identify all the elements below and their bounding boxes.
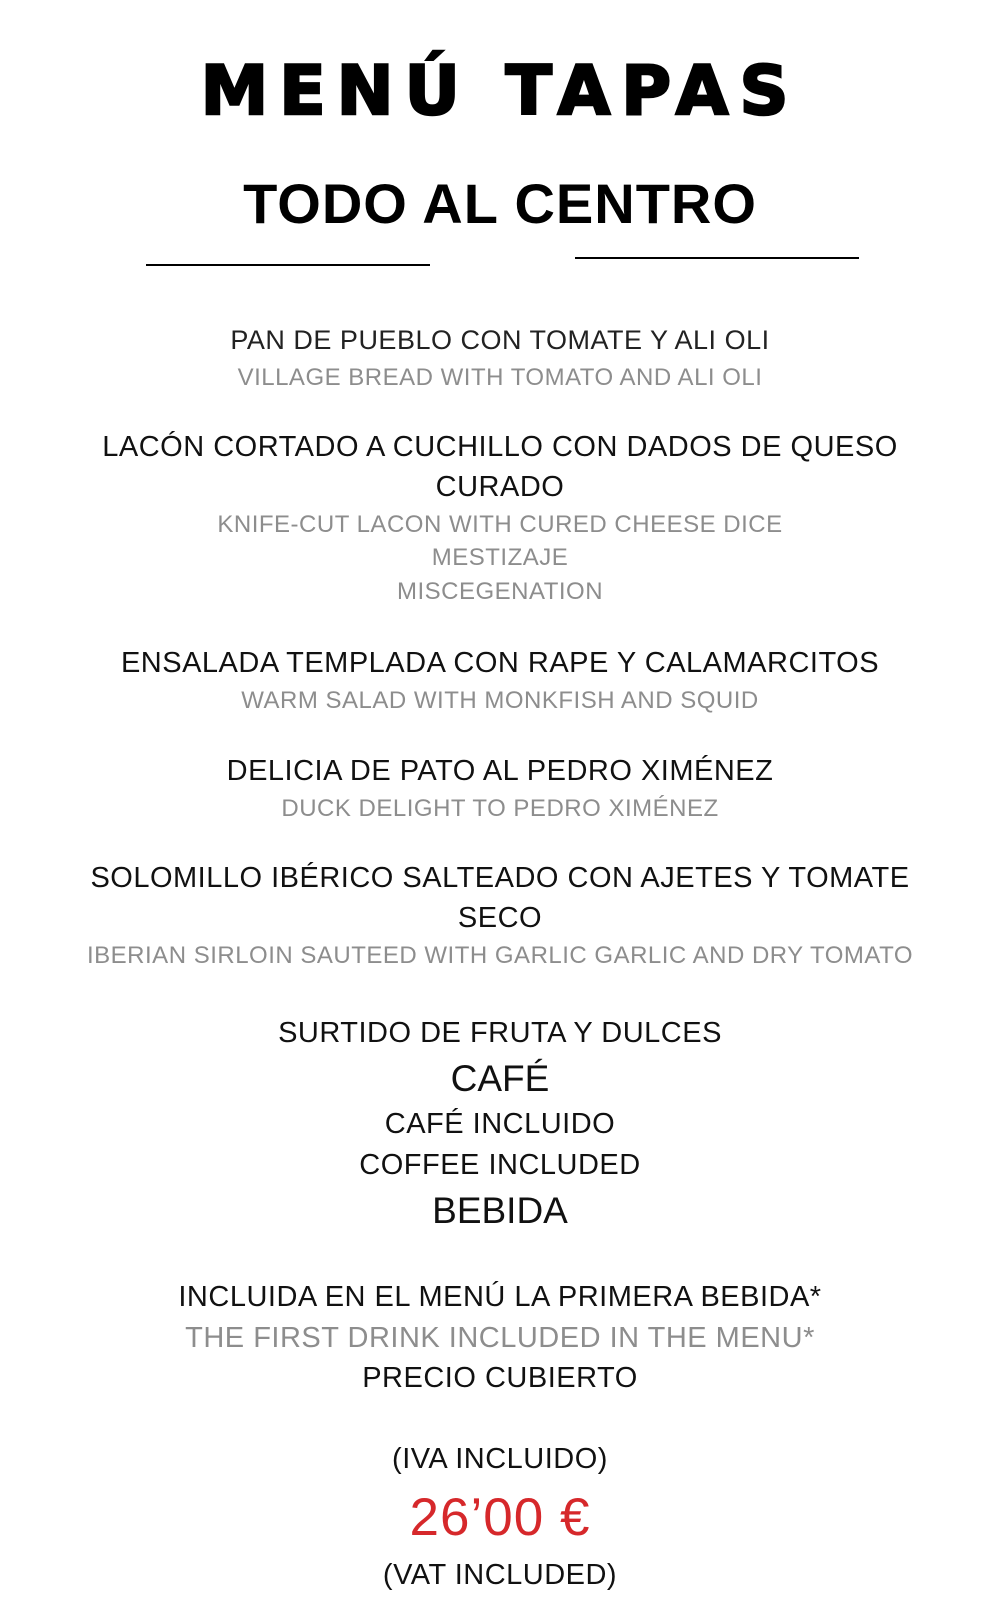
tax-note-es: (IVA INCLUIDO) xyxy=(392,1443,608,1475)
menu-title: MENÚ TAPAS xyxy=(200,52,800,131)
dish-4-name: DELICIA DE PATO AL PEDRO XIMÉNEZ xyxy=(226,755,774,787)
left-divider xyxy=(146,264,430,266)
section-mestizaje: MESTIZAJE xyxy=(431,544,569,571)
dish-1-translation: VILLAGE BREAD WITH TOMATO AND ALI OLI xyxy=(237,364,763,391)
dish-3-translation: WARM SALAD WITH MONKFISH AND SQUID xyxy=(241,687,759,714)
dish-3-name: ENSALADA TEMPLADA CON RAPE Y CALAMARCITOS xyxy=(120,647,880,679)
drink-included-en: THE FIRST DRINK INCLUDED IN THE MENU* xyxy=(185,1322,815,1354)
price-label: PRECIO CUBIERTO xyxy=(362,1362,638,1394)
dish-5-name-line2: SECO xyxy=(457,902,543,934)
dish-6-name: SURTIDO DE FRUTA Y DULCES xyxy=(278,1017,722,1049)
dish-2-name-line1: LACÓN CORTADO A CUCHILLO CON DADOS DE QUESO xyxy=(102,431,898,463)
coffee-included-en: COFFEE INCLUDED xyxy=(359,1149,641,1181)
menu-subtitle: TODO AL CENTRO xyxy=(243,172,757,235)
dish-4-translation: DUCK DELIGHT TO PEDRO XIMÉNEZ xyxy=(281,795,719,822)
tax-note-en: (VAT INCLUDED) xyxy=(382,1559,618,1591)
coffee-heading: CAFÉ xyxy=(450,1058,550,1099)
drink-included-es: INCLUIDA EN EL MENÚ LA PRIMERA BEBIDA* xyxy=(178,1281,822,1313)
dish-5-name-line1: SOLOMILLO IBÉRICO SALTEADO CON AJETES Y TOMATE xyxy=(90,862,910,894)
coffee-included-es: CAFÉ INCLUIDO xyxy=(384,1108,616,1140)
right-divider xyxy=(575,257,859,259)
dish-5-translation: IBERIAN SIRLOIN SAUTEED WITH GARLIC GARLIC AND DRY TOMATO xyxy=(87,942,913,969)
drink-heading: BEBIDA xyxy=(432,1190,568,1231)
section-miscegenation: MISCEGENATION xyxy=(396,578,604,605)
dish-2-translation: KNIFE-CUT LACON WITH CURED CHEESE DICE xyxy=(217,511,783,538)
price-amount: 26’00 € xyxy=(409,1488,591,1547)
dish-2-name-line2: CURADO xyxy=(435,471,565,503)
dish-1-name: PAN DE PUEBLO CON TOMATE Y ALI OLI xyxy=(230,325,770,355)
